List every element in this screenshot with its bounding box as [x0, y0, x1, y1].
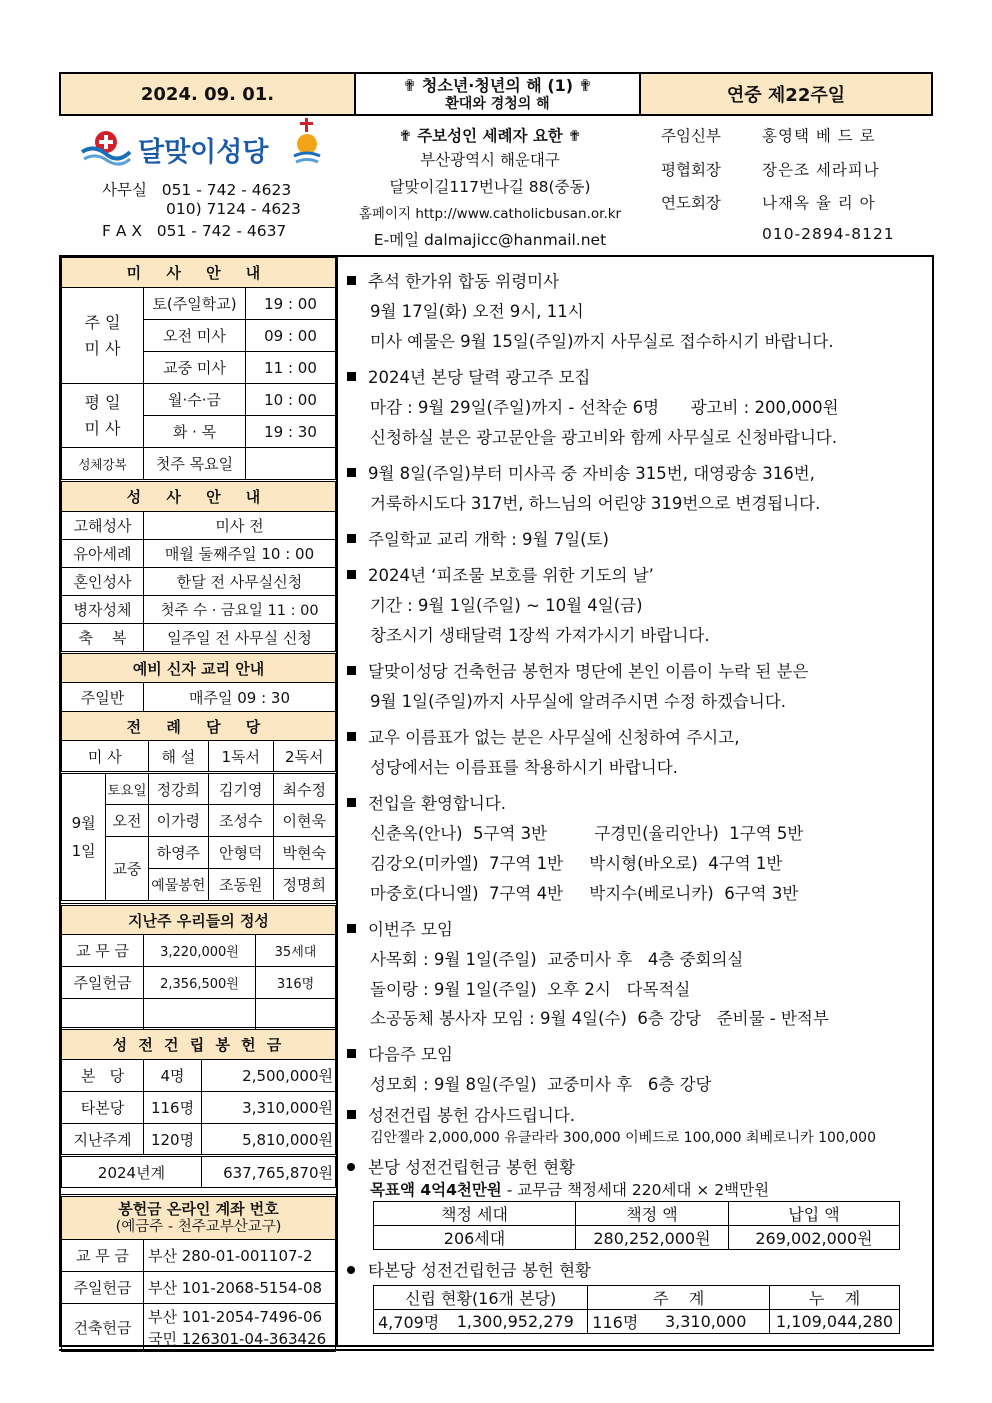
sacraments-table	[61, 481, 336, 652]
mass-name: 화 · 목	[144, 416, 246, 448]
liturgy-reader2: 이현욱	[273, 805, 335, 837]
notice-title: 달맞이성당 건축헌금 봉헌자 명단에 본인 이름이 누락 된 분은	[368, 662, 809, 681]
phone-value: 051 - 742 - 4623	[161, 181, 292, 199]
catechumen-table	[61, 653, 336, 712]
square-bullet-icon	[347, 1110, 356, 1119]
notice-line: 신청하실 분은 광고문안을 광고비와 함께 사무실로 신청바랍니다.	[370, 428, 838, 447]
notice-head	[347, 916, 453, 940]
other-building-value: 3,310,000	[642, 1310, 769, 1334]
goal-detail: - 교무금 책정세대 220세대 × 2백만원	[501, 1181, 770, 1199]
notice-line: 미사 예물은 9월 15일(주일)까지 사무실로 접수하시기 바랍니다.	[370, 332, 834, 351]
notice-line: 기간 : 9월 1일(주일) ~ 10월 4일(금)	[370, 596, 643, 615]
phone-label: 사무실	[102, 181, 147, 199]
sacrament-value: 첫주 수 · 금요일 11 : 00	[144, 596, 336, 624]
staff-prayer-name: 나재옥 율 리 아	[762, 194, 876, 212]
notice-line: 창조시기 생태달력 1장씩 가져가시기 바랍니다.	[370, 626, 710, 645]
accounts-table	[61, 1194, 336, 1352]
offering-empty	[256, 999, 336, 1031]
square-bullet-icon	[347, 276, 356, 285]
square-bullet-icon	[347, 666, 356, 675]
main-building-head	[347, 1154, 575, 1178]
notice-title: 9월 8일(주일)부터 미사곡 중 자비송 315번, 대영광송 316번,	[368, 464, 815, 483]
main-building-header: 납입 액	[729, 1202, 900, 1226]
moon-cross-icon	[290, 118, 324, 166]
main-building-goal	[370, 1178, 769, 1200]
other-building-value: 4,709명	[374, 1310, 444, 1334]
parish-name: 달맞이성당	[138, 137, 269, 168]
square-bullet-icon	[347, 468, 356, 477]
main-building-header: 책정 세대	[374, 1202, 576, 1226]
building-account-numbers	[144, 1304, 336, 1352]
theme-subtitle: 환대와 경청의 해	[445, 96, 550, 112]
notice-line: 소공동체 봉사자 모임 : 9월 4일(수) 6층 강당 준비물 - 반적부	[370, 1009, 829, 1028]
notice-title: 전입을 환영합니다.	[368, 794, 507, 813]
parish-emblem-icon	[80, 126, 132, 166]
mass-schedule-table	[61, 257, 336, 480]
sacrament-name: 유아세례	[62, 540, 144, 568]
liturgy-table	[61, 711, 336, 901]
issue-date: 2024. 09. 01.	[61, 74, 354, 114]
liturgy-title: 전 례 담 당	[62, 712, 336, 741]
round-bullet-icon	[347, 1266, 355, 1274]
offering-empty	[62, 999, 144, 1031]
header-bar	[59, 72, 933, 116]
email-link[interactable]: E-메일 dalmajicc@hanmail.net	[373, 231, 607, 249]
mass-time: 19 : 00	[246, 288, 336, 320]
notice-head	[347, 526, 609, 550]
notice-head	[347, 364, 590, 388]
building-year-amount: 637,765,870원	[202, 1156, 336, 1188]
adoration-empty	[246, 448, 336, 480]
liturgy-commentator: 하영주	[148, 837, 208, 869]
sacrament-value: 매월 둘째주일 10 : 00	[144, 540, 336, 568]
liturgy-reader1: 안형덕	[209, 837, 273, 869]
sacrament-name: 고해성사	[62, 512, 144, 540]
liturgy-mass: 오전	[106, 805, 148, 837]
staff-pastor-role: 주임신부	[661, 127, 721, 145]
liturgy-offertory-1: 조동원	[209, 869, 273, 901]
accounts-header	[62, 1196, 336, 1240]
accounts-subtitle: (예금주 - 천주교부산교구)	[115, 1219, 282, 1235]
offering-name: 주일헌금	[62, 967, 144, 999]
liturgy-reader2: 박현숙	[273, 837, 335, 869]
mass-name: 오전 미사	[144, 320, 246, 352]
offering-empty	[144, 999, 256, 1031]
offering-amount: 3,220,000원	[144, 935, 256, 967]
fax	[102, 222, 286, 240]
notice-line: 9월 1일(주일)까지 사무실에 알려주시면 수정 하겠습니다.	[370, 692, 786, 711]
fax-value: 051 - 742 - 4637	[156, 222, 287, 240]
building-title: 성 전 건 립 봉 헌 금	[62, 1029, 336, 1060]
notice-title: 2024년 본당 달력 광고주 모집	[368, 368, 591, 387]
other-building-value: 1,109,044,280	[770, 1310, 900, 1334]
notice-line: 9월 17일(화) 오전 9시, 11시	[370, 302, 584, 321]
account-number: 국민 126301-04-363426	[148, 1329, 327, 1348]
main-building-title: 본당 성전건립헌금 봉헌 현황	[368, 1158, 576, 1177]
staff-pastor-name: 홍영택 베 드 로	[762, 127, 876, 145]
mass-time: 11 : 00	[246, 352, 336, 384]
catechumen-time: 매주일 09 : 30	[144, 683, 336, 712]
square-bullet-icon	[347, 534, 356, 543]
liturgy-offertory-label: 예물봉헌	[148, 869, 208, 901]
square-bullet-icon	[347, 372, 356, 381]
other-building-value: 1,300,952,279	[443, 1310, 588, 1334]
mobile-phone: 010) 7124 - 4623	[166, 200, 301, 218]
mass-name: 토(주일학교)	[144, 288, 246, 320]
homepage-link[interactable]: 홈페이지 http://www.catholicbusan.or.kr	[358, 206, 622, 222]
round-bullet-icon	[347, 1163, 355, 1171]
other-building-title: 타본당 성전건립헌금 봉헌 현황	[368, 1261, 591, 1280]
bottom-rule	[59, 1349, 934, 1351]
building-count: 4명	[144, 1060, 202, 1092]
sunday-mass-label: 주 일 미 사	[62, 288, 144, 384]
mass-time: 10 : 00	[246, 384, 336, 416]
adoration-label: 성체강복	[62, 448, 144, 480]
notice-title: 이번주 모임	[368, 920, 453, 939]
notice-line: 성모회 : 9월 8일(주일) 교중미사 후 6층 강당	[370, 1075, 712, 1094]
notice-line: 돌이랑 : 9월 1일(주일) 오후 2시 다목적실	[370, 980, 691, 999]
other-building-header: 주 계	[588, 1286, 770, 1310]
notice-head	[347, 1102, 575, 1126]
liturgy-header-reading1: 1독서	[209, 741, 273, 773]
building-amount: 5,810,000원	[202, 1124, 336, 1156]
building-name: 타본당	[62, 1092, 144, 1124]
address-line-1: 부산광역시 해운대구	[420, 151, 560, 169]
liturgy-mass: 토요일	[106, 773, 148, 805]
notice-title: 추석 한가위 합동 위령미사	[368, 272, 560, 291]
offering-count: 35세대	[256, 935, 336, 967]
mass-time: 09 : 00	[246, 320, 336, 352]
notice-line: 김안젤라 2,000,000 유클라라 300,000 이베드로 100,000 최베로니카 100,000	[370, 1130, 876, 1146]
staff-council-role: 평협회장	[661, 161, 721, 179]
mass-name: 교중 미사	[144, 352, 246, 384]
notice-title: 다음주 모임	[368, 1045, 453, 1064]
other-building-header: 신립 현황(16개 본당)	[374, 1286, 588, 1310]
notice-head	[347, 460, 815, 484]
accounts-title: 봉헌금 온라인 계좌 번호	[118, 1200, 279, 1218]
sacrament-value: 일주일 전 사무실 신청	[144, 624, 336, 652]
fax-label: F A X	[102, 222, 142, 240]
building-fund-table	[61, 1027, 336, 1188]
office-phone	[102, 178, 291, 200]
weekly-offering-table	[61, 903, 336, 1031]
mass-name: 월·수·금	[144, 384, 246, 416]
notice-title: 주일학교 교리 개학 : 9월 7일(토)	[368, 530, 609, 549]
catechumen-title: 예비 신자 교리 안내	[62, 654, 336, 683]
sacraments-title: 성 사 안 내	[62, 482, 336, 512]
square-bullet-icon	[347, 924, 356, 933]
other-building-value: 116명	[588, 1310, 643, 1334]
notice-line: 사목회 : 9월 1일(주일) 교중미사 후 4층 중회의실	[370, 950, 744, 969]
notice-head	[347, 268, 559, 292]
liturgy-reader1: 김기영	[209, 773, 273, 805]
main-building-value: 206세대	[374, 1226, 576, 1250]
liturgy-mass: 교중	[106, 837, 148, 901]
catechumen-class: 주일반	[62, 683, 144, 712]
staff-council-name: 장은조 세라피나	[762, 161, 880, 179]
building-name: 본 당	[62, 1060, 144, 1092]
address-line-2: 달맞이길117번나길 88(중동)	[389, 178, 591, 196]
mass-title: 미 사 안 내	[62, 258, 336, 288]
main-building-value: 280,252,000원	[576, 1226, 729, 1250]
main-building-value: 269,002,000원	[729, 1226, 900, 1250]
building-amount: 2,500,000원	[202, 1060, 336, 1092]
notice-head	[347, 562, 654, 586]
notice-head	[347, 1041, 453, 1065]
liturgy-reader1: 조성수	[209, 805, 273, 837]
liturgy-reader2: 최수정	[273, 773, 335, 805]
weekday-mass-label: 평 일 미 사	[62, 384, 144, 448]
offering-title: 지난주 우리들의 정성	[62, 905, 336, 935]
liturgy-commentator: 이가령	[148, 805, 208, 837]
offering-name: 교 무 금	[62, 935, 144, 967]
staff-prayer-role: 연도회장	[661, 194, 721, 212]
notice-line: 거룩하시도다 317번, 하느님의 어린양 319번으로 변경됩니다.	[370, 494, 821, 513]
other-building-header: 누 계	[770, 1286, 900, 1310]
notice-head	[347, 724, 739, 748]
main-building-header: 책정 액	[576, 1202, 729, 1226]
staff-phone: 010-2894-8121	[762, 225, 895, 243]
adoration-value: 첫주 목요일	[144, 448, 246, 480]
mass-time: 19 : 30	[246, 416, 336, 448]
liturgy-header-mass: 미 사	[62, 741, 149, 773]
account-number: 부산 280-01-001107-2	[144, 1240, 336, 1272]
square-bullet-icon	[347, 1049, 356, 1058]
liturgy-commentator: 정강희	[148, 773, 208, 805]
notice-line: 성당에서는 이름표를 착용하시기 바랍니다.	[370, 758, 678, 777]
liturgy-offertory-2: 정명희	[273, 869, 335, 901]
liturgical-week: 연중 제22주일	[641, 74, 931, 114]
patron-saint: ✟ 주보성인 세례자 요한 ✟	[398, 127, 582, 145]
notice-line: 마중호(다니엘) 7구역 4반 박지수(베로니카) 6구역 3반	[370, 884, 799, 903]
account-name: 주일헌금	[62, 1272, 144, 1304]
other-building-table	[373, 1285, 900, 1334]
sacrament-value: 미사 전	[144, 512, 336, 540]
parish-logo	[80, 124, 325, 172]
notice-title: 성전건립 봉헌 감사드립니다.	[368, 1106, 576, 1125]
notice-line: 김강오(미카엘) 7구역 1반 박시형(바오로) 4구역 1반	[370, 854, 783, 873]
liturgy-header-commentator: 해 설	[148, 741, 208, 773]
yearly-theme	[354, 74, 641, 114]
offering-count: 316명	[256, 967, 336, 999]
theme-title: ✟ 청소년·청년의 해 (1) ✟	[402, 76, 593, 95]
notice-head	[347, 658, 808, 682]
sacrament-value: 한달 전 사무실신청	[144, 568, 336, 596]
notice-line: 신춘옥(안나) 5구역 3반 구경민(율리안나) 1구역 5반	[370, 824, 804, 843]
notice-title: 2024년 ‘피조물 보호를 위한 기도의 날’	[368, 566, 654, 585]
square-bullet-icon	[347, 732, 356, 741]
notice-title: 교우 이름표가 없는 분은 사무실에 신청하여 주시고,	[368, 728, 740, 747]
sacrament-name: 병자성체	[62, 596, 144, 624]
account-name: 교 무 금	[62, 1240, 144, 1272]
liturgy-date: 9월 1일	[62, 773, 106, 901]
offering-amount: 2,356,500원	[144, 967, 256, 999]
building-amount: 3,310,000원	[202, 1092, 336, 1124]
notice-line: 마감 : 9월 29일(주일)까지 - 선착순 6명 광고비 : 200,000원	[370, 398, 839, 417]
goal-amount: 목표액 4억4천만원	[370, 1181, 502, 1199]
sacrament-name: 축 복	[62, 624, 144, 652]
building-count: 116명	[144, 1092, 202, 1124]
square-bullet-icon	[347, 570, 356, 579]
sacrament-name: 혼인성사	[62, 568, 144, 596]
building-year-label: 2024년계	[62, 1156, 202, 1188]
building-count: 120명	[144, 1124, 202, 1156]
liturgy-header-reading2: 2독서	[273, 741, 335, 773]
account-number: 부산 101-2054-7496-06	[148, 1307, 323, 1326]
account-name: 건축헌금	[62, 1304, 144, 1352]
notice-head	[347, 790, 506, 814]
other-building-head	[347, 1257, 591, 1281]
square-bullet-icon	[347, 798, 356, 807]
main-building-table	[373, 1201, 900, 1250]
account-number: 부산 101-2068-5154-08	[144, 1272, 336, 1304]
building-name: 지난주계	[62, 1124, 144, 1156]
